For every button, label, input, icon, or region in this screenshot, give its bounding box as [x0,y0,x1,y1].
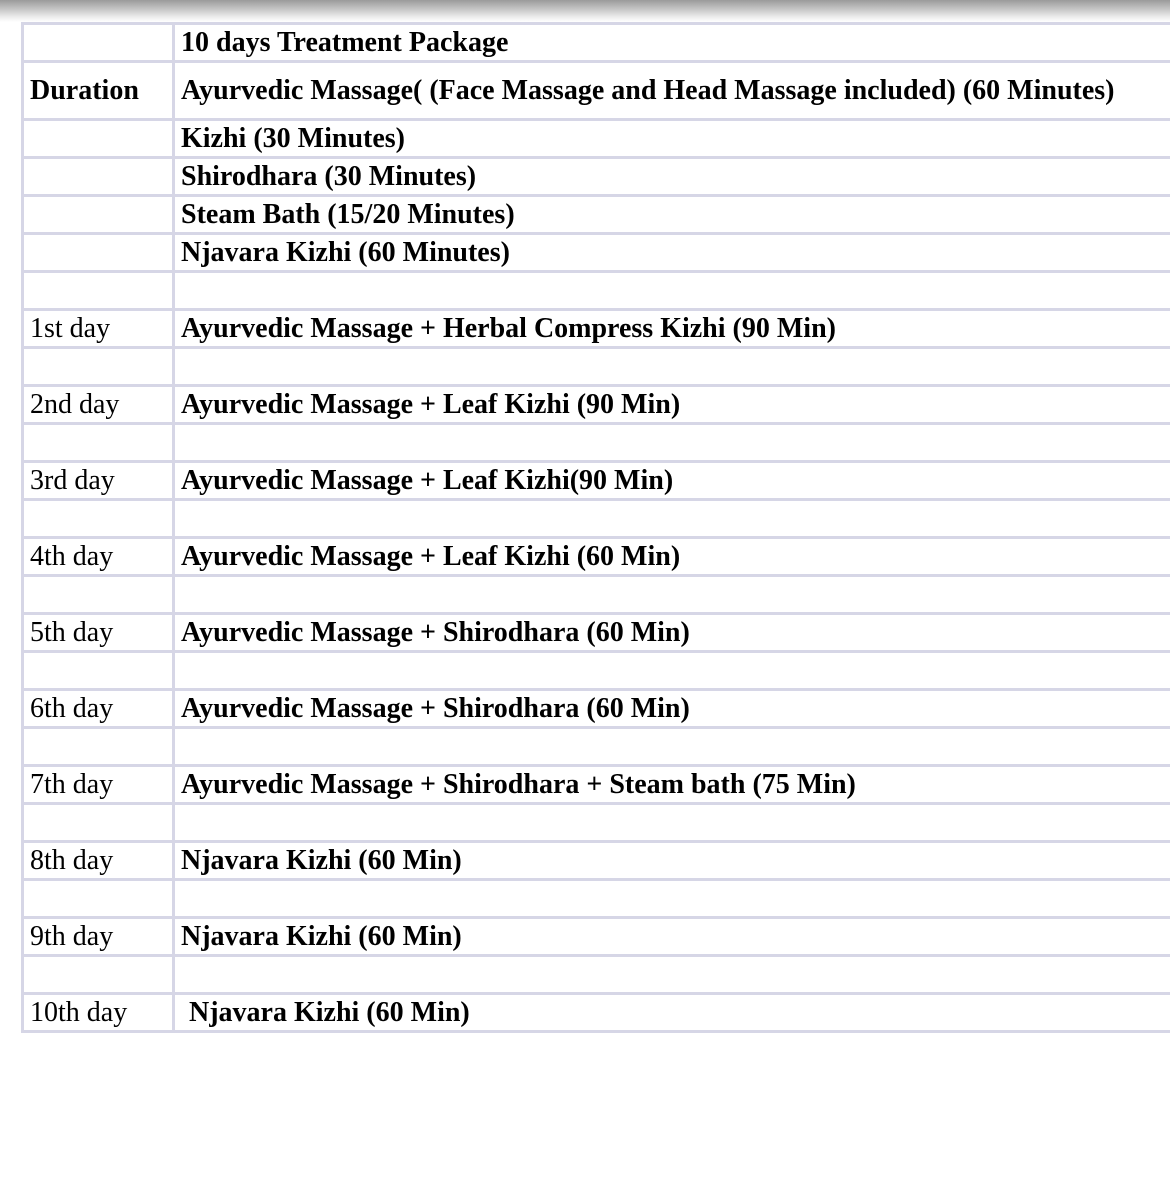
table-row [23,500,1170,538]
treatment-cell: Ayurvedic Massage + Leaf Kizhi(90 Min) [174,462,1170,500]
treatment-cell: Steam Bath (15/20 Minutes) [174,196,1170,234]
table-row [23,766,1170,804]
treatment-cell [174,424,1170,462]
table-row [23,120,1170,158]
treatment-cell: Njavara Kizhi (60 Min) [174,994,1170,1032]
top-shadow [0,0,1170,22]
day-cell: 7th day [23,766,174,804]
day-cell [23,196,174,234]
treatment-cell: Njavara Kizhi (60 Minutes) [174,234,1170,272]
table-row [23,158,1170,196]
treatment-cell: Kizhi (30 Minutes) [174,120,1170,158]
day-cell [23,728,174,766]
day-cell: 6th day [23,690,174,728]
day-cell [23,652,174,690]
treatment-cell [174,880,1170,918]
treatment-cell: Ayurvedic Massage + Leaf Kizhi (90 Min) [174,386,1170,424]
treatment-cell: Ayurvedic Massage( (Face Massage and Head Massage included) (60 Minutes) [174,62,1170,120]
day-cell: 3rd day [23,462,174,500]
day-cell [23,272,174,310]
table-row [23,918,1170,956]
table-row [23,728,1170,766]
treatment-cell [174,804,1170,842]
table-row [23,842,1170,880]
treatment-table-container [21,22,1170,1033]
table-row [23,310,1170,348]
table-row [23,614,1170,652]
table-row [23,424,1170,462]
day-cell [23,158,174,196]
treatment-cell: Shirodhara (30 Minutes) [174,158,1170,196]
day-cell [23,804,174,842]
table-row [23,24,1170,62]
treatment-cell: Ayurvedic Massage + Leaf Kizhi (60 Min) [174,538,1170,576]
treatment-cell: Ayurvedic Massage + Shirodhara + Steam bath (75 Min) [174,766,1170,804]
table-row [23,62,1170,120]
table-row [23,690,1170,728]
day-cell: 1st day [23,310,174,348]
day-cell: 10th day [23,994,174,1032]
treatment-cell: Ayurvedic Massage + Shirodhara (60 Min) [174,614,1170,652]
table-row [23,652,1170,690]
table-row [23,804,1170,842]
day-cell [23,234,174,272]
day-cell: 9th day [23,918,174,956]
day-cell [23,956,174,994]
table-row [23,462,1170,500]
table-row [23,348,1170,386]
day-cell: 5th day [23,614,174,652]
day-cell [23,348,174,386]
treatment-cell [174,348,1170,386]
treatment-cell: 10 days Treatment Package [174,24,1170,62]
table-row [23,576,1170,614]
treatment-cell: Njavara Kizhi (60 Min) [174,918,1170,956]
table-row [23,272,1170,310]
table-row [23,956,1170,994]
day-cell: 8th day [23,842,174,880]
table-body [23,24,1170,1032]
treatment-cell [174,728,1170,766]
treatment-cell: Njavara Kizhi (60 Min) [174,842,1170,880]
treatment-cell: Ayurvedic Massage + Shirodhara (60 Min) [174,690,1170,728]
day-cell [23,24,174,62]
treatment-cell [174,500,1170,538]
day-cell [23,500,174,538]
treatment-cell: Ayurvedic Massage + Herbal Compress Kizhi (90 Min) [174,310,1170,348]
day-cell [23,120,174,158]
table-row [23,234,1170,272]
day-cell: 2nd day [23,386,174,424]
treatment-table [21,22,1170,1033]
treatment-cell [174,956,1170,994]
day-cell: 4th day [23,538,174,576]
day-cell [23,424,174,462]
day-cell [23,880,174,918]
table-row [23,994,1170,1032]
treatment-cell [174,576,1170,614]
table-row [23,196,1170,234]
table-row [23,880,1170,918]
treatment-cell [174,272,1170,310]
treatment-cell [174,652,1170,690]
day-cell: Duration [23,62,174,120]
table-row [23,386,1170,424]
table-row [23,538,1170,576]
day-cell [23,576,174,614]
